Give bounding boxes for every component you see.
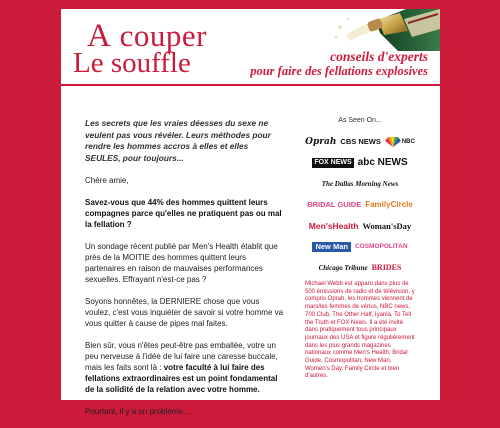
- logo-row-7: [305, 259, 415, 276]
- oprah-logo: Oprah: [305, 136, 337, 147]
- as-seen-on-title: As Seen On...: [338, 117, 382, 124]
- family-circle-logo: FamilyCircle: [365, 199, 413, 209]
- content-area: [61, 86, 440, 416]
- womans-day-logo: Woman'sDay: [362, 220, 412, 231]
- dallas-morning-news-logo: The Dallas Morning News: [321, 179, 399, 188]
- page-container: [61, 9, 440, 416]
- paragraph-1: Un sondage récent publié par Men's Health établit que près de la MOITIE des hommes quittent leurs partenaires en raison de mauvaises performances sexuelles. Effrayant n'est-ce pas ?: [85, 242, 278, 284]
- chicago-tribune-logo: Chicago Tribune: [318, 263, 368, 272]
- tagline-experts: conseils d'experts: [330, 49, 428, 64]
- paragraph-3-text: Bien sûr, vous n'êtes peut-être pas emballée, votre un peu nerveuse à l'idée de lui faire une caresse buccale, mais les faits sont là :: [85, 341, 278, 372]
- champagne-bottle-image: [328, 9, 440, 51]
- logo-row-5: [305, 217, 415, 234]
- brand-title-a: A: [87, 18, 112, 54]
- brand-title-couper: couper: [119, 18, 207, 53]
- cosmopolitan-logo: COSMOPOLITAN: [354, 242, 408, 250]
- brides-logo: BRIDES: [371, 262, 402, 272]
- fox-news-logo: FOX NEWS: [314, 158, 352, 166]
- sidebar-bio-text: Michael Webb est apparu dans plus de 500 émissions de radio et de télévision, y compris Oprah, les hommes viennent de mars/les femmes de vénus, NBC news, 700 Club, The Other Half, Iyanla, To Tell the Truth et FOX News. Il a été invité dans pratiquement tous principaux journaux des USA et figure régulièrement dans les plus grands magazines nationaux comme Men's Health, Bridal Guide, Cosmopolitan, New Man, Women's Day, Family Circle et bien d'autres.: [305, 281, 415, 380]
- tagline-subtitle: pour faire des fellations explosives: [250, 64, 428, 78]
- cbs-news-logo: CBS NEWS: [340, 136, 381, 146]
- question-text: Savez-vous que 44% des hommes quittent leurs compagnes parce qu'elles ne pratiquent pas ou mal la fellation ?: [85, 198, 282, 229]
- paragraph-4: Pourtant, il y a un problème...: [85, 407, 190, 416]
- nbc-logo-text: NBC: [401, 138, 415, 145]
- greeting: Chère amie,: [85, 176, 129, 185]
- logo-row-2: [305, 154, 415, 171]
- abc-news-logo: abc NEWS: [357, 156, 408, 168]
- nbc-logo: [385, 137, 415, 147]
- paragraph-2: Soyons honnêtes, la DERNIERE chose que vous voulez, c'est vous inquiéter de savoir si votre homme va vous quitter à cause de pipes mal faites.: [85, 297, 284, 328]
- brand-title-line2: Le souffle: [73, 47, 191, 79]
- logo-row-1: [305, 133, 415, 150]
- sidebar: [305, 117, 415, 381]
- logo-row-3: [305, 175, 415, 192]
- main-column: [85, 118, 285, 428]
- nbc-peacock-icon: [385, 137, 401, 147]
- intro-paragraph: Les secrets que les vraies déesses du sexe ne veulent pas vous révéler. Leurs méthodes pour rendre les hommes accros à elles et elles SEULES, pour toujours...: [85, 118, 271, 163]
- bridal-guide-logo: BRIDAL GUIDE: [307, 199, 362, 209]
- new-man-logo: New Man: [312, 242, 351, 252]
- paragraph-3: [85, 340, 285, 395]
- mens-health-logo: Men'sHealth: [308, 220, 359, 231]
- question-paragraph: [85, 197, 285, 230]
- header-banner: [61, 9, 440, 86]
- paragraph-3-bold: votre faculté à lui faire des fellations extraordinaires est un point fondamental de la solidité de la relation avec votre homme.: [85, 363, 278, 394]
- logo-row-4: [305, 196, 415, 213]
- logo-row-6: [305, 238, 415, 255]
